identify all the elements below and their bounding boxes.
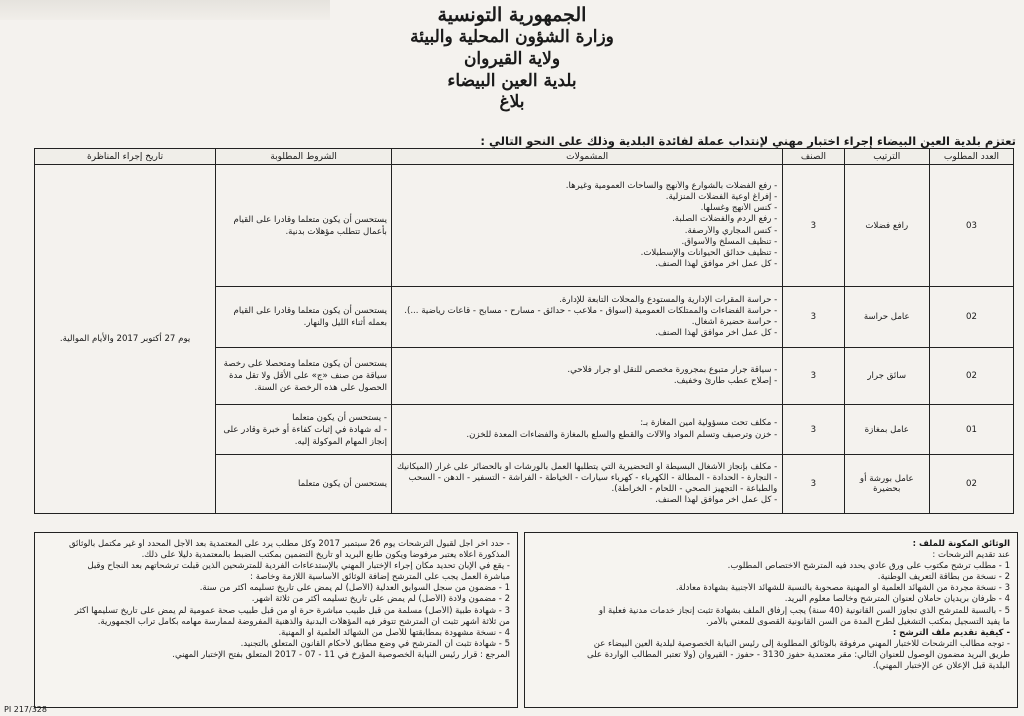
cell-count: 01 — [929, 405, 1013, 455]
cell-class: 3 — [783, 405, 844, 455]
header-conditions: الشروط المطلوبة — [216, 149, 392, 165]
notes-line: 2 - مضمون ولادة (الأصل) لم يمض على تاريخ تسليمه أكثر من ثلاثة أشهر. — [251, 594, 510, 605]
duty-line: - رفع الفضلات بالشوارع والأنهج والساحات العمومية وغيرها. — [565, 180, 778, 191]
duty-line: - مكلف تحت مسؤولية أمين المغازة بـ: — [640, 418, 778, 429]
duty-line: - كنس المجاري والأرصفة. — [684, 225, 778, 236]
duty-line: - كل عمل آخر موافق لهذا الصنف. — [655, 328, 778, 339]
docs-line: - كيفية تقديم ملف الترشح : — [892, 627, 1010, 638]
cell-date: يوم 27 أكتوبر 2017 والأيام الموالية. — [35, 165, 216, 514]
notes-line: مباشرة العمل يجب على المترشح إضافة الوثائق الأساسية اللازمة وخاصة : — [250, 572, 510, 583]
notes-line: 5 - شهادة تثبت أن المترشح في وضع مطابق لأحكام القانون المتعلق بالتجنيد. — [240, 638, 510, 649]
duty-line: - رفع الردم والفضلات الصلبة. — [672, 214, 778, 225]
cell-rank: رافع فضلات — [844, 165, 929, 287]
cell-rank: عامل بمغازة — [844, 405, 929, 455]
docs-line: 2 - نسخة من بطاقة التعريف الوطنية. — [877, 572, 1010, 583]
announcement-title: بلاغ — [499, 92, 525, 112]
governorate-title: ولاية القيروان — [463, 49, 561, 69]
cell-count: 03 — [929, 165, 1013, 287]
cell-conditions: يستحسن أن يكون متعلما وقادرا على القيام بأعمال تتطلب مؤهلات بدنية. — [216, 165, 392, 287]
duty-line: - النجارة - الحدادة - المطالة - الكهرباء - كهرباء سيارات - الخياطة - الفراشة - التسفير - الدهن - السحب — [408, 472, 778, 483]
header-date: تاريخ إجراء المناظرة — [35, 149, 216, 165]
header-rank: الترتيب — [844, 149, 929, 165]
notes-box — [34, 532, 518, 708]
duty-line: - تنظيف المسلخ والأسواق. — [681, 236, 778, 247]
cell-class: 3 — [783, 287, 844, 348]
docs-line: البلدية قبل الإعلان عن الإختبار المهني). — [872, 661, 1010, 672]
positions-table — [34, 148, 1014, 514]
docs-line: 5 - بالنسبة للمترشح الذي تجاوز السن القانونية (40 سنة) يجب إرفاق الملف بشهادة تثبت إنجاز خدمات مدنية فعلية أو — [598, 605, 1010, 616]
notes-line: 4 - نسخة مشهودة بمطابقتها للأصل من الشهائد العلمية أو المهنية. — [278, 627, 510, 638]
cell-count: 02 — [929, 287, 1013, 348]
cell-count: 02 — [929, 455, 1013, 514]
duty-line: - إصلاح عطب طارئ وخفيف. — [673, 376, 778, 386]
cell-count: 02 — [929, 348, 1013, 405]
cell-conditions: يستحسن أن يكون متعلما ومتحصلا على رخصة سياقة من صنف «ج» على الأقل ولا تقل مدة الحصول على هذه الرخصة عن السنة. — [216, 348, 392, 405]
duty-line: - كل عمل آخر موافق لهذا الصنف. — [655, 259, 778, 270]
docs-line: 4 - ظرفان بريديان حاملان لعنوان المترشح وخالصا معلوم البريد. — [784, 594, 1010, 605]
duty-line: - سياقة جرار متبوع بمجرورة مخصص للنقل أو جرار فلاحي. — [567, 364, 778, 375]
duty-line: - خزن وترصيف وتسلم المواد والآلات والقطع والسلع بالمغازة والفضاءات المعدة للخزن. — [466, 429, 778, 440]
ministry-title: وزارة الشؤون المحلية والبيئة — [410, 27, 614, 47]
notes-line: المرجع : قرار رئيس النيابة الخصوصية المؤرخ في 11 - 07 - 2017 المتعلق بفتح الإختبار المهني. — [172, 649, 510, 660]
docs-line: - توجه مطالب الترشحات للاختبار المهني مرفوقة بالوثائق المطلوبة إلى رئيس النيابة الخصوصية لبلدية العين البيضاء عن — [593, 638, 1010, 649]
notes-line: المذكورة أعلاه يعتبر مرفوضا ويكون طابع البريد أو تاريخ التضمين بمكتب الضبط بالمعتمدية دليلا على ذلك. — [141, 550, 510, 561]
cell-class: 3 — [783, 348, 844, 405]
duty-line: - مكلف بإنجاز الأشغال البسيطة أو التحضيرية التي يتطلبها العمل بالورشات أو بالحضائر على غرار (الميكانيك — [396, 461, 778, 472]
cell-duties — [391, 165, 782, 287]
duty-line: - حراسة الفضاءات والممتلكات العمومية (أسواق - ملاعب - حدائق - مسارح - مسابح - قاعات رياضية ...). — [404, 305, 778, 316]
duty-line: - إفراغ أوعية الفضلات المنزلية. — [665, 191, 778, 202]
intro-text: تعتزم بلدية العين البيضاء إجراء اختبار مهني لإنتداب عملة لفائدة البلدية وذلك على النحو التالي : — [480, 134, 1016, 148]
cell-conditions: - يستحسن أن يكون متعلما - له شهادة في إثبات كفاءة أو خبرة وقادر على إنجاز المهام الموكولة إليه. — [216, 405, 392, 455]
municipality-title: بلدية العين البيضاء — [447, 71, 577, 91]
header-count: العدد المطلوب — [929, 149, 1013, 165]
docs-line: عند تقديم الترشحات : — [932, 550, 1010, 561]
duty-line: - حراسة المقرات الإدارية والمستودع والمحلات التابعة للإدارة. — [559, 294, 778, 305]
cell-conditions: يستحسن أن يكون متعلما — [216, 455, 392, 514]
table-header-row — [35, 149, 1014, 165]
cell-duties — [391, 348, 782, 405]
duty-line: - كنس الأنهج وغسلها. — [700, 203, 778, 214]
header-duties: المشمولات — [391, 149, 782, 165]
notes-line: من ثلاثة أشهر تثبت أن المترشح تتوفر فيه المؤهلات البدنية والذهنية المفروضة لممارسة مهامه بكامل تراب الجمهورية. — [97, 616, 510, 627]
docs-line: 1 - مطلب ترشح مكتوب على ورق عادي يحدد فيه المترشح الاختصاص المطلوب. — [727, 561, 1010, 572]
notes-line: - يقع في الإبان تحديد مكان إجراء الإختبار المهني بالإستدعاءات الفردية للمترشحين الذين قبلت ترشحاتهم بعد النجاح وقبل — [87, 561, 510, 572]
notes-line: 1 - مضمون من سجل السوابق العدلية (الأصل) لم يمض على تاريخ تسليمه أكثر من سنة. — [199, 583, 510, 594]
notes-line: 3 - شهادة طبية (الأصل) مسلمة من قبل طبيب مباشرة حرة أو من قبل طبيب صحة عمومية لم يمض على تاريخ تسليمها أكثر — [74, 605, 510, 616]
publication-ref: PI 217/328 — [4, 705, 47, 714]
duty-line: - تنظيف حدائق الحيوانات والإسطبلات. — [640, 247, 778, 258]
duty-line: - كل عمل آخر موافق لهذا الصنف. — [655, 495, 778, 506]
cell-duties — [391, 287, 782, 348]
cell-class: 3 — [783, 165, 844, 287]
cell-duties — [391, 405, 782, 455]
docs-line: ما يفيد التسجيل بمكتب التشغيل لطرح المدة من السن القانونية القصوى للمعني بالأمر. — [705, 616, 1010, 627]
docs-line: الوثائق المكونة للملف : — [912, 539, 1010, 549]
docs-line: 3 - نسخة مجردة من الشهائد العلمية أو المهنية مصحوبة بالنسبة للشهائد الأجنبية بشهادة معادلة. — [675, 583, 1010, 594]
republic-title: الجمهورية التونسية — [437, 4, 587, 26]
cell-rank: عامل بورشة أو بحضيرة — [844, 455, 929, 514]
table-row — [35, 165, 1014, 287]
cell-duties — [391, 455, 782, 514]
cell-conditions: يستحسن أن يكون متعلما وقادرا على القيام بعمله أثناء الليل والنهار. — [216, 287, 392, 348]
header-class: الصنف — [783, 149, 844, 165]
duty-line: - حراسة حضيرة أشغال. — [691, 317, 778, 327]
cell-rank: سائق جرار — [844, 348, 929, 405]
cell-class: 3 — [783, 455, 844, 514]
duty-line: والطباعة - التجهيز الصحي - اللحام - الخراطة). — [611, 484, 778, 494]
document-header — [0, 4, 1024, 112]
notes-line: - حدد آخر أجل لقبول الترشحات يوم 26 سبتمبر 2017 وكل مطلب يرد على المعتمدية بعد الأجل المحدد أو غير مكتمل بالوثائق — [68, 539, 510, 549]
required-documents-box — [524, 532, 1018, 708]
docs-line: طريق البريد مضمون الوصول للعنوان التالي: مقر معتمدية حفوز 3130 - حفوز - القيروان (ولا تعتبر المطالب الواردة على — [587, 649, 1010, 660]
cell-rank: عامل حراسة — [844, 287, 929, 348]
